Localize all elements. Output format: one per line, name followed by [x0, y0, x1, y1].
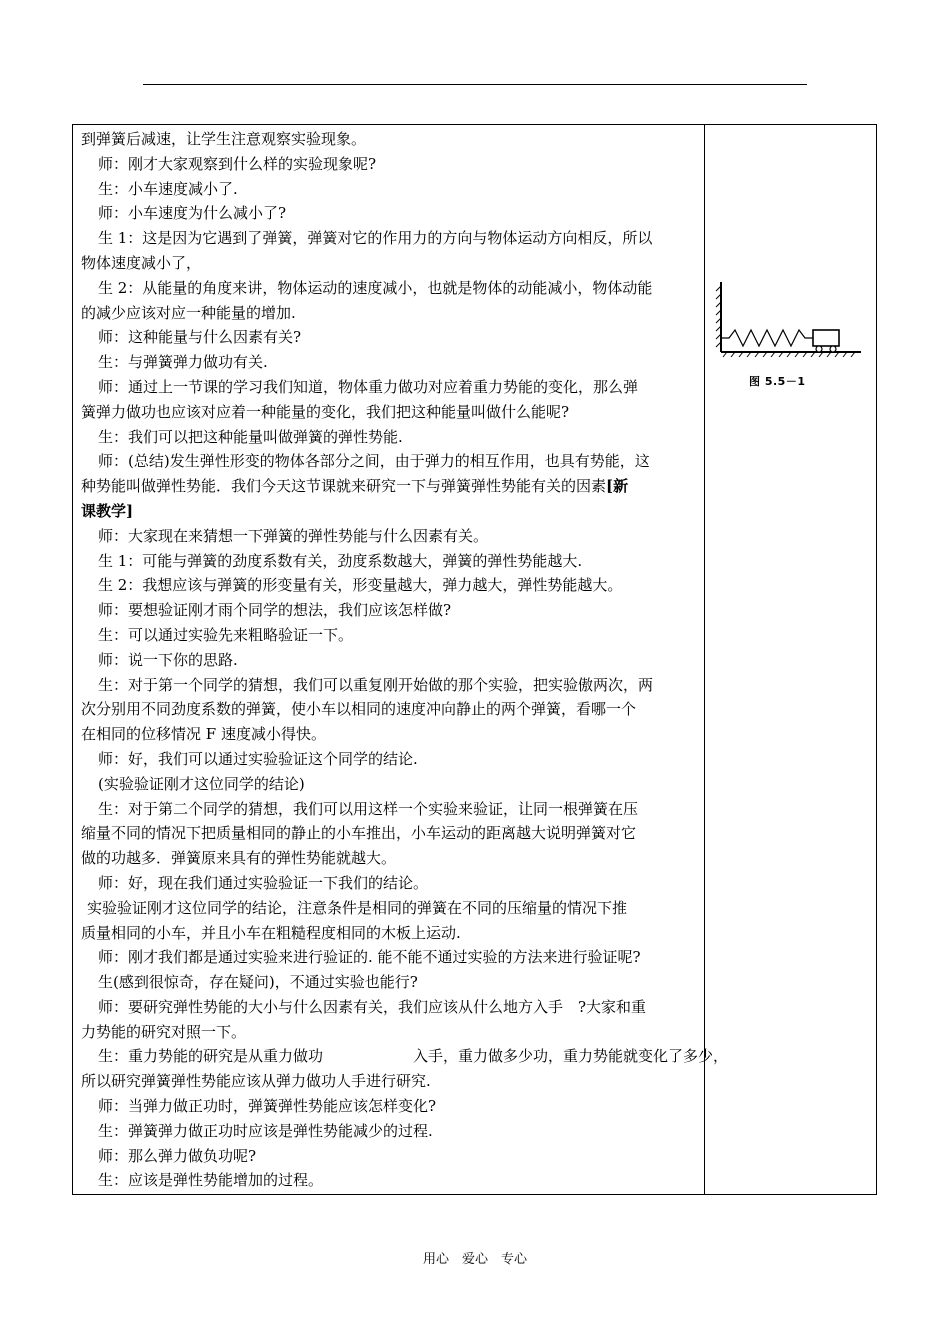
page-footer: 用心 爱心 专心	[422, 1252, 527, 1267]
text-line: 师：当弹力做正功时，弹簧弹性势能应该怎样变化?	[98, 1097, 437, 1116]
figure-caption: 图 5.5－1	[749, 375, 806, 388]
text-line: 师：那么弹力做负功呢?	[98, 1146, 257, 1165]
header-rule	[143, 84, 807, 85]
text-line: 生：弹簧弹力做正功时应该是弹性势能减少的过程.	[98, 1121, 433, 1140]
text-line: 做的功越多．弹簧原来具有的弹性势能就越大。	[81, 849, 397, 868]
text-line: 质量相同的小车，并且小车在粗糙程度相同的木板上运动.	[81, 923, 461, 942]
text-line: 师：说一下你的思路.	[98, 650, 238, 669]
text-line: 课教学]	[81, 501, 134, 520]
text-line: 师：要研究弹性势能的大小与什么因素有关，我们应该从什么地方入手 ?大家和重	[98, 997, 647, 1016]
text-line: 力势能的研究对照一下。	[81, 1022, 247, 1041]
text-line: 在相同的位移情况 F 速度减小得快。	[81, 725, 326, 744]
text-line: 生：对于第二个同学的猜想，我们可以用这样一个实验来验证，让同一根弹簧在压	[98, 799, 639, 818]
text-line: 生(感到很惊奇，存在疑问)，不通过实验也能行?	[98, 973, 418, 992]
text-line: 缩量不同的情况下把质量相同的静止的小车推出，小车运动的距离越大说明弹簧对它	[81, 824, 637, 843]
text-line: 生：对于第一个同学的猜想，我们可以重复刚开始做的那个实验，把实验傲两次，两	[98, 675, 654, 694]
text-line	[81, 474, 697, 499]
text-line: 生 2：从能量的角度来讲，物体运动的速度减小，也就是物体的动能减小，物体动能	[98, 278, 653, 297]
text-line: 生：我们可以把这种能量叫做弹簧的弹性势能.	[98, 427, 403, 446]
text-line-main: 种势能叫做弹性势能．我们今天这节课就来研究一下与弹簧弹性势能有关的因素	[81, 477, 607, 496]
column-divider	[704, 125, 705, 1194]
text-line: 物体速度减小了，	[81, 253, 202, 272]
spring-cart-figure	[713, 280, 863, 360]
text-line: 师：好，现在我们通过实验验证一下我们的结论。	[98, 873, 429, 892]
text-line: 的减少应该对应一种能量的增加.	[81, 303, 296, 322]
text-line: 次分别用不同劲度系数的弹簧，使小车以相同的速度冲向静止的两个弹簧，看哪一个	[81, 700, 637, 719]
text-line: 生：可以通过实验先来粗略验证一下。	[98, 625, 354, 644]
text-line: 生 2：我想应该与弹簧的形变量有关，形变量越大，弹力越大，弹性势能越大。	[98, 576, 623, 595]
text-line: 师：(总结)发生弹性形变的物体各部分之间，由于弹力的相互作用，也具有势能，这	[98, 452, 650, 471]
text-line: (实验验证刚才这位同学的结论)	[98, 774, 305, 793]
text-line: 簧弹力做功也应该对应着一种能量的变化，我们把这种能量叫做什么能呢?	[81, 402, 570, 421]
text-line: 生：小车速度减小了.	[98, 179, 238, 198]
text-line: 师：小车速度为什么减小了?	[98, 204, 287, 223]
text-line: 实验验证刚才这位同学的结论，注意条件是相同的弹簧在不同的压缩量的情况下推	[87, 898, 628, 917]
text-line: 生：应该是弹性势能增加的过程。	[98, 1171, 324, 1190]
text-line: 到弹簧后减速，让学生注意观察实验现象。	[81, 130, 367, 148]
text-line: 师：刚才我们都是通过实验来进行验证的. 能不能不通过实验的方法来进行验证呢?	[98, 948, 641, 967]
text-line: 师：要想验证刚才雨个同学的想法，我们应该怎样做?	[98, 601, 452, 620]
text-line: 师：刚才大家观察到什么样的实验现象呢?	[98, 154, 377, 173]
text-line: 师：好，我们可以通过实验验证这个同学的结论.	[98, 749, 418, 768]
text-line: 师：大家现在来猜想一下弹簧的弹性势能与什么因素有关。	[98, 526, 489, 545]
text-line: 所以研究弹簧弹性势能应该从弹力做功人手进行研究.	[81, 1072, 431, 1091]
text-line: 生 1：可能与弹簧的劲度系数有关，劲度系数越大，弹簧的弹性势能越大.	[98, 551, 583, 570]
text-line: 师：通过上一节课的学习我们知道，物体重力做功对应着重力势能的变化，那么弹	[98, 377, 639, 396]
lesson-table	[72, 124, 877, 1195]
text-line: 生 1：这是因为它遇到了弹簧，弹簧对它的作用力的方向与物体运动方向相反，所以	[98, 229, 653, 248]
text-line: 生：与弹簧弹力做功有关.	[98, 353, 268, 372]
dialogue-text-column	[81, 127, 729, 1193]
text-line: 生：重力势能的研究是从重力做功 入手，重力做多少功，重力势能就变化了多少，	[98, 1047, 729, 1066]
text-line: 师：这种能量与什么因素有关?	[98, 328, 302, 347]
section-heading-bold: [新	[606, 477, 629, 496]
